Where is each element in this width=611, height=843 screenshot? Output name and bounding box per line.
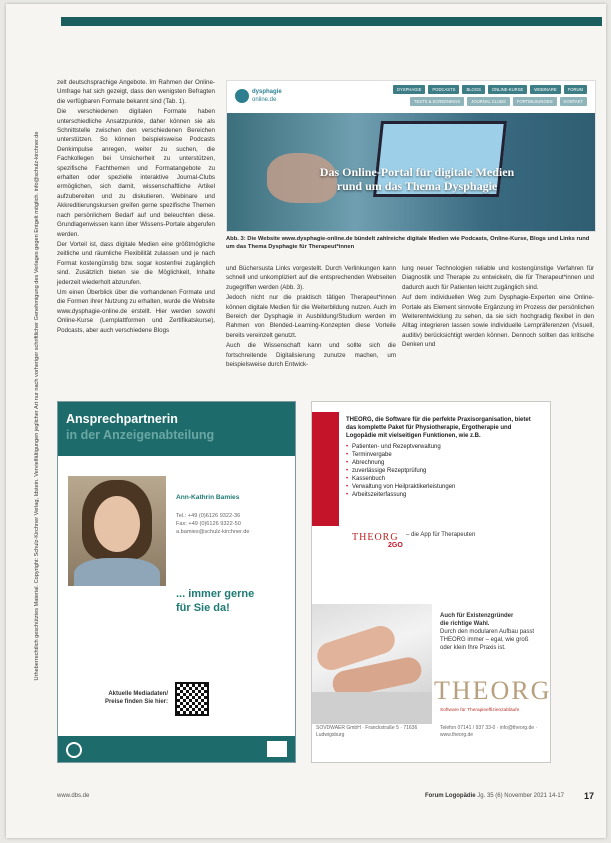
paragraph: Um einen Überblick über die vorhandenen Formate und die Formen ihrer Nutzung zu erhalten, wurde die Website www.dysphagie-online.de erstellt. Hier werden sowohl Online-Kurse (Lernplattformen und Zertifikatskurse), Podcasts, aber auch verschiedene Blogs: [57, 288, 215, 334]
company-contact: Telefon 07141 / 937 33-0 · info@theorg.de · www.theorg.de: [440, 725, 538, 738]
theorg-2go-badge: 2GO: [388, 542, 403, 549]
caption-label: Abb. 3:: [226, 236, 246, 242]
ad-side-text: Auch für Existenzgründer die richtige Wahl. Durch den modularen Aufbau passt THEORG immer – egal, wie groß oder klein Ihre Praxis ist.: [440, 613, 535, 651]
list-item: • Abrechnung: [346, 459, 542, 467]
feature-list: [346, 443, 542, 499]
ad-footer: [58, 736, 295, 762]
ad-header: Ansprechpartnerin in der Anzeigenabteilung: [58, 402, 295, 456]
nav-tab: ONLINE-KURSE: [488, 85, 527, 94]
mediadata-note: Aktuelle Mediadaten/ Preise finden Sie hier:: [104, 691, 168, 705]
paragraph: zelt deutschsprachige Angebote. Im Rahmen der Online-Umfrage hat sich gezeigt, dass den wenigsten Befragten die verfügbaren Formate bekannt sind (Tab. 1).: [57, 79, 215, 105]
copyright-logo-icon: [66, 742, 82, 758]
red-accent-bar: [312, 412, 339, 526]
list-item: • Terminvergabe: [346, 451, 542, 459]
paragraph: Der Vorteil ist, dass digitale Medien eine größtmögliche zeitliche und räumliche Flexibilität zulassen und je nach Format kostengünstig bzw. sogar kostenfrei zugänglich sind. Zusätzlich bieten sie die Möglichkeit, Inhalte jederzeit wiederholt abzurufen.: [57, 240, 215, 286]
contact-photo: [68, 476, 166, 586]
list-item: • zuverlässige Rezeptprüfung: [346, 467, 542, 475]
website-hero: [227, 113, 595, 231]
contact-fax: Fax: +49 (0)6126 9322-50: [176, 521, 241, 527]
paragraph: Auf dem individuellen Weg zum Dysphagie-Experten eine Online-Portale als Element sinnvolle Ergänzung im Prozess der persönlichen Weiterentwicklung zu sehen, da sie sich hochgradig flexibel in den Alltag integrieren lassen sowie individuelle Lernpräferenzen (Visuell, auditiv) berücksichtigt werden können. Dennoch sollten das kritische Denken und: [402, 294, 594, 349]
paragraph: Die verschiedenen digitalen Formate haben unterschiedliche Ansatzpunkte, daher können sie als Schnittstelle zwischen den verschiedenen Bereichen unterstützen. So können beispielsweise Podcasts Denkimpulse anregen, weiter zu suchen, die Fachkollegen bei Unsicherheit zu unterstützen, spezifische Fachthemen und Formatangebote zu erhalten oder spezielle interaktive Journal-Clubs ermöglichen, sich damit, wissenschaftliche Artikel aufzubereiten und zu diskutieren. Webinare und Akkreditierungskursen greifen gerne spezifische Themen nach persönlichem Bedarf auf und beleuchten diese. Grundlagenwissen kann über Wissens-Portale abgerufen werden.: [57, 108, 215, 238]
ad-copy: [346, 416, 542, 499]
nav-tab: TESTS & SCREENINGS: [410, 97, 464, 106]
publisher-logo-icon: [267, 741, 287, 757]
caption-text: Die Website www.dysphagie-online.de bündelt zahlreiche digitale Medien wie Podcasts, Online-Kurse, Blogs und Links rund um das Thema Dysphagie für Therapeut*innen: [226, 236, 590, 250]
theorg-big-logo: THEORG: [434, 676, 552, 705]
paragraph: Auch die Wissenschaft kann und sollte sich die fortschreitende Digitalisierung zunutze machen, um beispielsweise durch Entwick-: [226, 342, 396, 369]
paragraph: und Büchersusta Links vorgestellt. Durch Verlinkungen kann schnell und unkompliziert auf die entsprechenden Webseiten zugegriffen werden (Abb. 3).: [226, 265, 396, 291]
ad-slogan: ... immer gerne für Sie da!: [176, 588, 255, 614]
text-column-3: [402, 264, 594, 351]
page-footer: [57, 791, 594, 803]
copyright-sidenote: Urheberrechtlich geschütztes Material. Copyright: Schulz-Kirchner Verlag, Idstein. Vervielfältigungen jeglicher Art nur nach vorheriger schriftlicher Genehmigung des Verlages gegen Entgelt möglich. info@schulz-kirchner.de: [34, 131, 40, 681]
contact-details: [176, 512, 249, 536]
company-address: SOVDWAER GmbH · Franckstraße 5 · 71636 Ludwigsburg: [316, 725, 418, 738]
list-item: • Kassenbuch: [346, 475, 542, 483]
qr-code-icon[interactable]: [175, 682, 209, 716]
page-number: 17: [583, 791, 594, 801]
figure-caption: [226, 235, 594, 251]
list-item: • Patienten- und Rezeptverwaltung: [346, 443, 542, 451]
footer-website: www.dbs.de: [57, 793, 90, 799]
ad-intro: THEORG, die Software für die perfekte Praxisorganisation, bietet das komplette Paket für Physiotherapie, Ergotherapie und Logopädie mit vielseitigen Funktionen, wie z.B.: [346, 417, 531, 439]
nav-tab: FORUM: [564, 85, 587, 94]
logo-icon: [235, 89, 249, 103]
paragraph: lung neuer Technologien reliable und kostengünstige Verfahren für Diagnostik und Therapie zu entwickeln, die für Therapeut*innen und dadurch auch für Patienten leicht zugänglich sind.: [402, 265, 594, 291]
list-item: • Verwaltung von Heilpraktikerleistungen: [346, 483, 542, 491]
hands-keyboard-photo: [312, 604, 432, 724]
website-logo: dysphagie online.de: [235, 87, 295, 109]
text-column-1: [57, 78, 215, 336]
contact-tel: Tel.: +49 (0)6126 9322-36: [176, 513, 241, 519]
contact-name: Ann-Kathrin Bamies: [176, 494, 240, 501]
nav-tab: DYSPHAGIE: [393, 85, 425, 94]
contact-email[interactable]: a.bamies@schulz-kirchner.de: [176, 529, 250, 535]
nav-tab: BLOGS: [462, 85, 484, 94]
top-color-bar: [61, 17, 602, 26]
nav-tab: WEBINARE: [530, 85, 560, 94]
contact-ad: [57, 401, 296, 763]
nav-tab: JOURNAL CLUBS: [467, 97, 510, 106]
theorg-ad: [311, 401, 551, 763]
paragraph: Jedoch nicht nur die praktisch tätigen Therapeut*innen können digitale Medien für die Weiterbildung nutzen. Auch im Bereich der Dysphagie in Ausbildung/Studium werden im Rahmen von Blended-Learning-Konzepten diese Vorteile bereits vereinzelt genutzt.: [226, 294, 396, 339]
app-note: – die App für Therapeuten: [406, 532, 476, 538]
website-nav: [367, 85, 587, 111]
text-column-2: [226, 264, 396, 370]
hero-title: Das Online-Portal für digitale Medien rund um das Thema Dysphagie: [319, 165, 515, 193]
theorg-tagline: Software für Therapieeffizienzabläufe: [440, 708, 520, 713]
theorg-small-logo: THEORG: [352, 532, 399, 543]
footer-journal: Forum Logopädie Jg. 35 (6) November 2021 14-17: [424, 793, 564, 799]
list-item: • Arbeitszeiterfassung: [346, 491, 542, 499]
website-screenshot-figure: [226, 80, 596, 232]
nav-tab: PODCASTS: [428, 85, 459, 94]
nav-tab: KONTAKT: [560, 97, 587, 106]
nav-tab: FORTBILDUNGEN: [513, 97, 557, 106]
